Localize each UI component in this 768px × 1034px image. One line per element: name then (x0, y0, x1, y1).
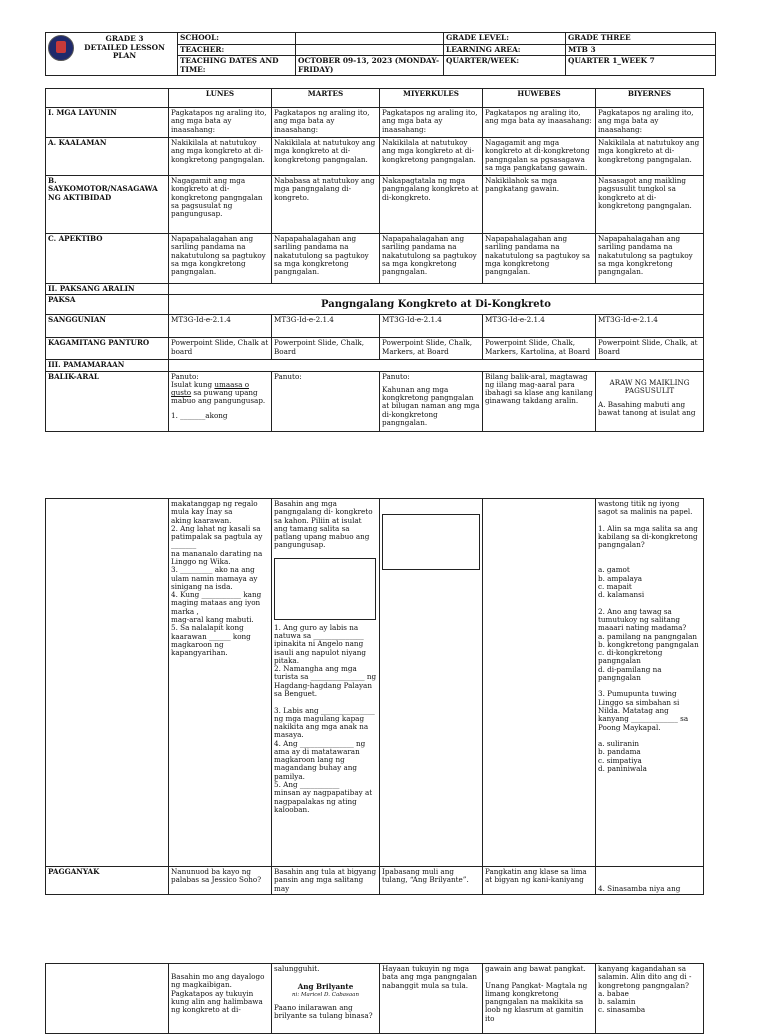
quarter-week-label: QUARTER/WEEK: (444, 56, 566, 76)
apektibo-martes: Napapahalagahan ang sariling pandama na nakatutulong sa pagtukoy sa mga kongkretong pangngalan. (272, 234, 380, 284)
header-table (45, 32, 716, 76)
instruction-underlined: umaasa o gusto (171, 379, 250, 398)
poem-question: Paano inilarawan ang brilyante sa tulang binasa? (274, 1002, 373, 1021)
paksa-title: Pangngalang Kongkreto at Di-Kongkreto (169, 295, 704, 315)
lesson-plan-table-page3 (45, 963, 704, 1034)
saykomotor-martes: Nababasa at natutukoy ang mga pangngalang di-kongreto. (272, 176, 380, 234)
row-label-kaalaman: A. KAALAMAN (46, 138, 169, 176)
dates-value: OCTOBER 09-13, 2023 (MONDAY-FRIDAY) (296, 56, 444, 76)
lunes-exercise-items: makatanggap ng regalo mula kay Inay sa aking kaarawan. 2. Ang lahat ng kasali sa patimpalak sa pagtula ay _______ na mananalo darating na Linggo ng Wika. 3. _________ ako na ang ulam namin mamaya ay sinigang na isda. 4. Kung ___________ kang maging mataas ang iyon marka , mag-aral kang mabuti. 5. Sa nalalapit kong kaarawan ______ kong magkaroon ng kapangyarihan. (171, 499, 263, 658)
kagamitang-miyerkules: Powerpoint Slide, Chalk, Markers, at Board (380, 338, 483, 360)
lesson-plan-table (45, 88, 704, 432)
corner-cell (46, 89, 169, 108)
kaalaman-miyerkules: Nakikilala at natutukoy ang mga kongkreto at di-kongkretong pangngalan. (380, 138, 483, 176)
pagganyak-miyerkules: Ipabasang muli ang tulang, “Ang Brilyante”. (380, 867, 483, 895)
balik-aral-miyerkules-panuto: Panuto: (382, 371, 410, 381)
saykomotor-biyernes: Nasasagot ang maikling pagsusulit tungkol sa kongkreto at di-kongkretong pangngalan. (596, 176, 704, 234)
page3-label-empty (46, 964, 169, 1034)
martes-instruction: Basahin ang mga pangngalang di- kongkreto sa kahon. Piliin at isulat ang tamang salita sa patlang upang mabuo ang pangungusap. (274, 499, 373, 550)
kagamitang-martes: Powerpoint Slide, Chalk, Board (272, 338, 380, 360)
row-label-paksang-aralin: II. PAKSANG ARALIN (46, 284, 169, 295)
poem-author: ni: Maricel D. Cabasaan (292, 991, 359, 998)
school-label: SCHOOL: (178, 33, 296, 45)
page3-huwebes (483, 964, 596, 1034)
miyerkules-box (382, 514, 480, 570)
pagganyak-huwebes: Pangkatin ang klase sa lima at bigyan ng kani-kaniyang (483, 867, 596, 895)
school-value (296, 33, 444, 45)
layunin-miyerkules: Pagkatapos ng araling ito, ang mga bata ay inaasahang: (380, 108, 483, 138)
continued-miyerkules (380, 499, 483, 867)
apektibo-biyernes: Napapahalagahan ang sariling pandama na nakatutulong sa pagtukoy sa mga kongkretong pangngalan. (596, 234, 704, 284)
balik-aral-martes: Panuto: (272, 371, 380, 431)
sanggunian-lunes: MT3G-Id-e-2.1.4 (169, 315, 272, 338)
page3-biyernes (596, 964, 704, 1034)
teacher-value (296, 44, 444, 56)
group-activity: gawain ang bawat pangkat. Unang Pangkat- Magtala ng limang kongkretong pangngalan na makikita sa loob ng klasrum at gamitin ito (485, 964, 588, 1023)
martes-exercise-items: 1. Ang guro ay labis na natuwa sa ______________ ipinakita ni Angelo nang isauli ang napulot niyang pitaka. 2. Namangha ang mga turista sa _______________ ng Hagdang-hagdang Palayan sa Benguet. 3. Labis ang _______________ ng mga magulang kapag nakikita ang mga anak na masaya. 4. Ang _______________ ng ama ay di matatawaran magkaroon lang ng magandang buhay ang pamilya. 5. Ang ___________ minsan ay nagpapatibay at nagpapalakas ng ating kalooban. (274, 622, 377, 814)
page3-lunes (169, 964, 272, 1034)
quiz-instruction: A. Basahing mabuti ang bawat tanong at isulat ang (598, 400, 696, 418)
deped-seal-logo (48, 35, 74, 61)
saykomotor-lunes: Nagagamit ang mga kongkreto at di-kongkretong pangngalan sa pagsusulat ng pangungusap. (169, 176, 272, 234)
balik-aral-lunes (169, 371, 272, 431)
balik-aral-lunes-item-1: 1. _______akong (171, 410, 228, 420)
martes-word-box (274, 558, 376, 620)
layunin-biyernes: Pagkatapos ng araling ito, ang mga bata ay inaasahang: (596, 108, 704, 138)
sanggunian-biyernes: MT3G-Id-e-2.1.4 (596, 315, 704, 338)
quiz-questions: wastong titik ng iyong sagot sa malinis na papel. 1. Alin sa mga salita sa ang kabilang sa di-kongkretong pangngalan? a. gamot b. ampalaya c. mapait d. kalamansi 2. Ano ang tawag sa tumutukoy ng salitang maaari nating madama? a. pamilang na pangngalan b. kongkretong pangngalan c. di-kongkretong pangngalan d. di-pamilang na pangngalan 3. Pumupunta tuwing Linggo sa simbahan si Nilda. Matatag ang kanyang _____________ sa Poong Maykapal. a. suliranin b. pandama c. simpatiya d. paniniwala (598, 499, 699, 773)
apektibo-lunes: Napapahalagahan ang sariling pandama na nakatutulong sa pagtukoy sa mga kongkretong pangngalan. (169, 234, 272, 284)
row-label-pagganyak: PAGGANYAK (46, 867, 169, 895)
continued-lunes (169, 499, 272, 867)
lesson-plan-table-continued (45, 498, 704, 895)
kagamitang-biyernes: Powerpoint Slide, Chalk, at Board (596, 338, 704, 360)
day-header-martes: MARTES (272, 89, 380, 108)
balik-aral-lunes-instruction (171, 381, 269, 406)
plan-title-line-3: PLAN (112, 51, 137, 61)
paksang-aralin-empty (169, 284, 704, 295)
quarter-week-value: QUARTER 1_WEEK 7 (566, 56, 716, 76)
pamamaraan-empty (169, 360, 704, 371)
day-header-huwebes: HUWEBES (483, 89, 596, 108)
kaalaman-biyernes: Nakikilala at natutukoy ang mga kongkreto at di-kongkretong pangngalan. (596, 138, 704, 176)
balik-aral-huwebes: Bilang balik-aral, magtawag ng iilang mag-aaral para ibahagi sa klase ang kanilang ginawang takdang aralin. (483, 371, 596, 431)
plan-table-page1 (45, 88, 704, 432)
row-label-pamamaraan: III. PAMAMARAAN (46, 360, 169, 371)
kaalaman-martes: Nakikilala at natutukoy ang mga kongkreto at di-kongkretong pangngalan. (272, 138, 380, 176)
layunin-martes: Pagkatapos ng araling ito, ang mga bata ay inaasahang: (272, 108, 380, 138)
balik-aral-biyernes (596, 371, 704, 431)
teacher-label: TEACHER: (178, 44, 296, 56)
plan-title-line-1: GRADE 3 (105, 34, 144, 44)
row-label-balik-aral: BALIK-ARAL (46, 371, 169, 431)
grade-level-value: GRADE THREE (566, 33, 716, 45)
quiz-question-4: kanyang kagandahan sa salamin. Alin dito ang di - kongretong pangngalan? a. babae b. salamin c. sinasamba (598, 964, 692, 1015)
page3-miyerkules: Hayaan tukuyin ng mga bata ang mga pangngalan nabanggit mula sa tula. (380, 964, 483, 1034)
saykomotor-miyerkules: Nakapagtatala ng mga pangngalang kongkreto at di-kongkreto. (380, 176, 483, 234)
martes-underline-note: salungguhit. (274, 964, 320, 973)
layunin-lunes: Pagkatapos ng araling ito, ang mga bata ay inaasahang: (169, 108, 272, 138)
row-label-sanggunian: SANGGUNIAN (46, 315, 169, 338)
row-label-saykomotor: B. SAYKOMOTOR/NASAGAWA NG AKTIBIDAD (46, 176, 169, 234)
row-label-apektibo: C. APEKTIBO (46, 234, 169, 284)
row-label-kagamitang: KAGAMITANG PANTURO (46, 338, 169, 360)
layunin-huwebes: Pagkatapos ng araling ito, ang mga bata ay inaasahang: (483, 108, 596, 138)
row-label-paksa: PAKSA (46, 295, 169, 315)
row-label-layunin: I. MGA LAYUNIN (46, 108, 169, 138)
balik-aral-miyerkules-instruction: Kahunan ang mga kongkretong pangngalan at bilugan naman ang mga di-kongkretong pangngalan. (382, 384, 480, 427)
quiz-day-title: ARAW NG MAIKLING PAGSUSULIT (609, 377, 690, 395)
continued-biyernes (596, 499, 704, 867)
kaalaman-lunes: Nakikilala at natutukoy ang mga kongkreto at di-kongkretong pangngalan. (169, 138, 272, 176)
kagamitang-lunes: Powerpoint Slide, Chalk at board (169, 338, 272, 360)
apektibo-miyerkules: Napapahalagahan ang sariling pandama na nakatutulong sa pagtukoy sa mga kongkretong pangngalan. (380, 234, 483, 284)
plan-table-page2 (45, 498, 704, 895)
sanggunian-martes: MT3G-Id-e-2.1.4 (272, 315, 380, 338)
day-header-biyernes: BIYERNES (596, 89, 704, 108)
instruction-text-b: sa puwang upang mabuo ang pangungusap. (171, 388, 266, 406)
instruction-text-a: Isulat kung (171, 379, 215, 389)
plan-table-page3 (45, 963, 704, 1034)
dialogue-instruction: Basahin mo ang dayalogo ng magkaibigan. Pagkatapos ay tukuyin kung alin ang halimbawa ng kongkreto at di- (171, 972, 265, 1015)
pagganyak-lunes: Nanunuod ba kayo ng palabas sa Jessico Soho? (169, 867, 272, 895)
continued-label-empty (46, 499, 169, 867)
kaalaman-huwebes: Nagagamit ang mga kongkreto at di-kongkretong pangngalan sa pgsasagawa sa mga pangkatang gawain. (483, 138, 596, 176)
balik-aral-miyerkules (380, 371, 483, 431)
sanggunian-miyerkules: MT3G-Id-e-2.1.4 (380, 315, 483, 338)
day-header-lunes: LUNES (169, 89, 272, 108)
sanggunian-huwebes: MT3G-Id-e-2.1.4 (483, 315, 596, 338)
grade-level-label: GRADE LEVEL: (444, 33, 566, 45)
continued-huwebes (483, 499, 596, 867)
apektibo-huwebes: Napapahalagahan ang sariling pandama na nakatutulong sa pagtukoy sa mga kongkretong pangngalan. (483, 234, 596, 284)
continued-martes (272, 499, 380, 867)
pagganyak-biyernes: 4. Sinasamba niya ang (596, 867, 704, 895)
balik-aral-lunes-panuto: Panuto: (171, 371, 199, 381)
header-block (45, 32, 716, 76)
page3-martes (272, 964, 380, 1034)
learning-area-value: MTB 3 (566, 44, 716, 56)
header-title-cell (46, 33, 178, 76)
saykomotor-huwebes: Nakikilahok sa mga pangkatang gawain. (483, 176, 596, 234)
day-header-miyerkules: MIYERKULES (380, 89, 483, 108)
poem-title: Ang Brilyante (297, 982, 354, 992)
learning-area-label: LEARNING AREA: (444, 44, 566, 56)
pagganyak-martes: Basahin ang tula at bigyang pansin ang mga salitang may (272, 867, 380, 895)
kagamitang-huwebes: Powerpoint Slide, Chalk, Markers, Kartolina, at Board (483, 338, 596, 360)
plan-title-line-2: DETAILED LESSON (84, 42, 165, 52)
dates-label: TEACHING DATES AND TIME: (178, 56, 296, 76)
